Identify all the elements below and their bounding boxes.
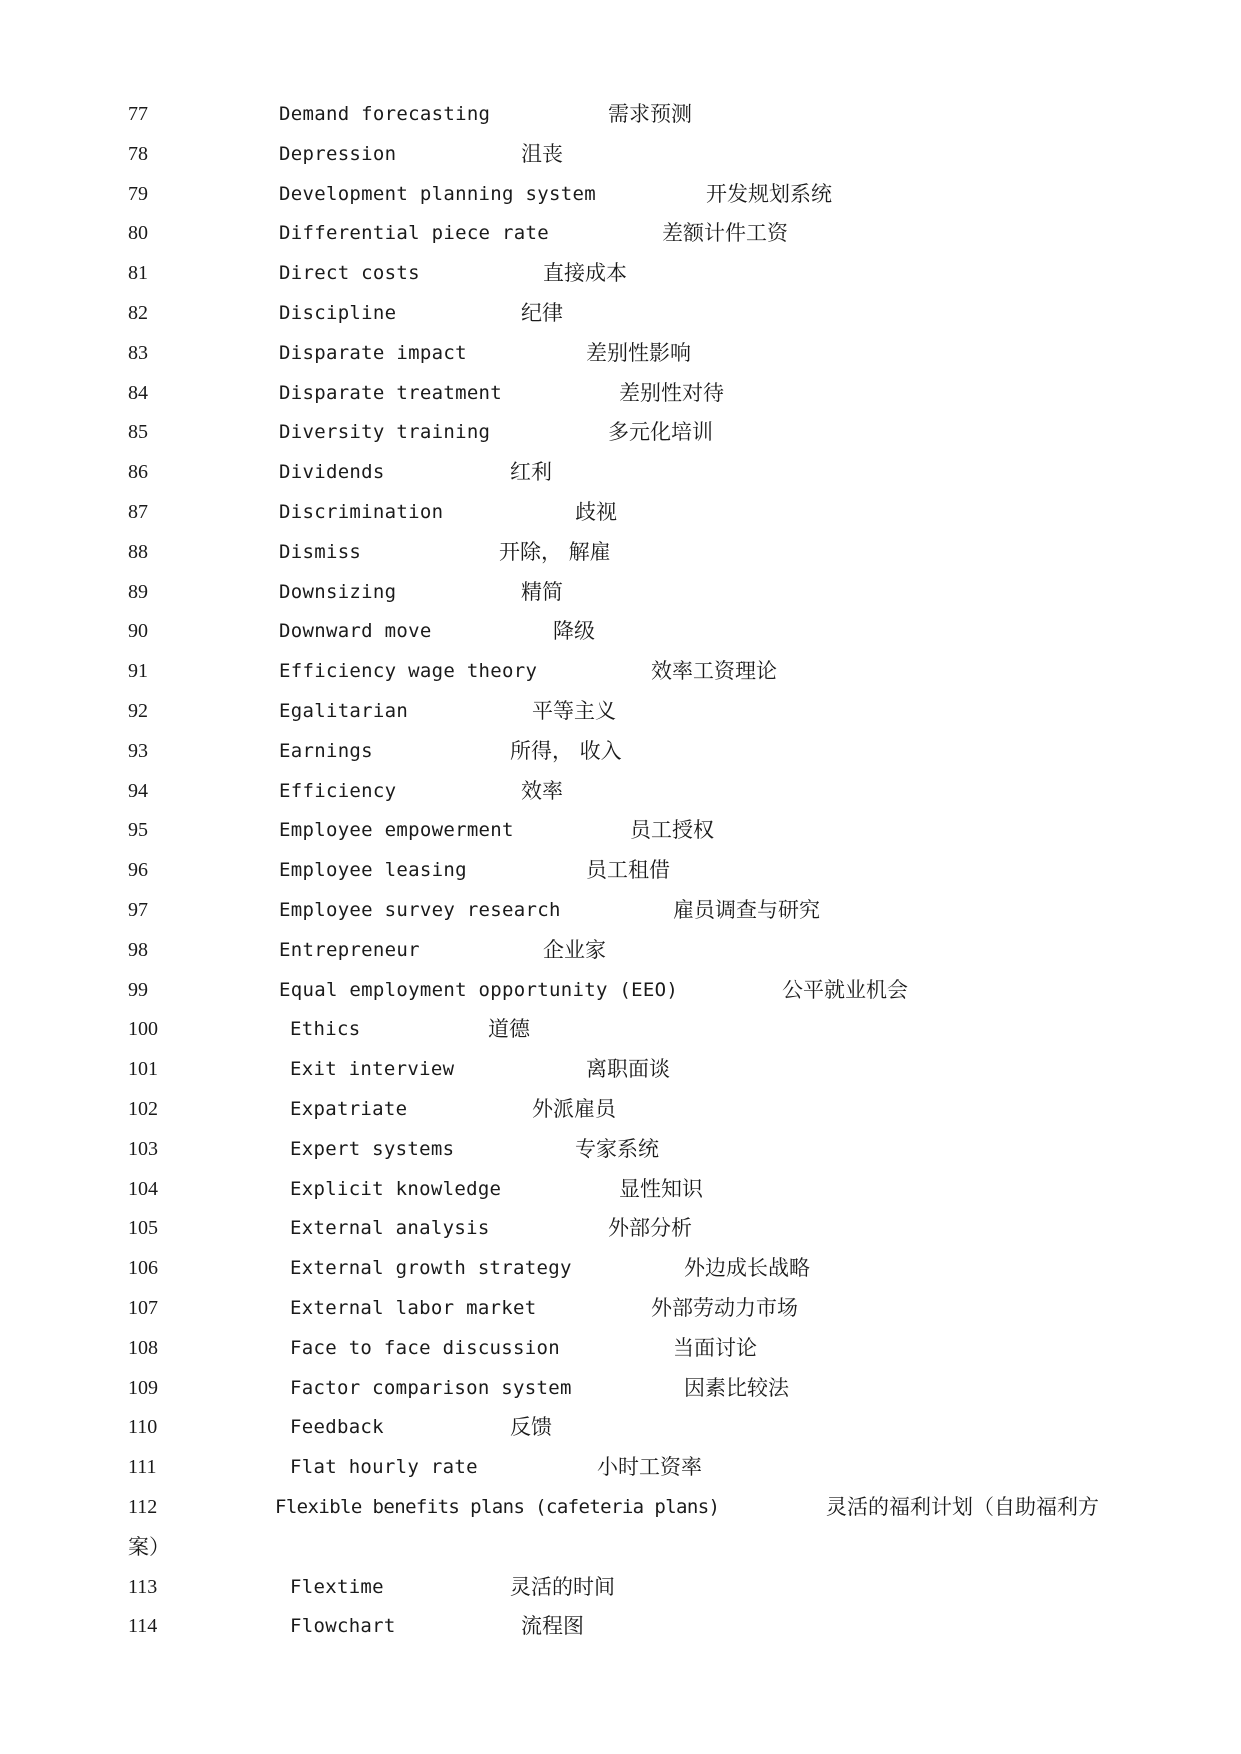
entry-number: 81 [128, 262, 148, 285]
entry-number: 83 [128, 341, 148, 364]
entry-chinese-term: 专家系统 [575, 1136, 659, 1161]
entry-chinese-term: 歧视 [575, 500, 617, 524]
list-item [0, 934, 1241, 966]
entry-number: 88 [128, 540, 148, 563]
entry-english-term: Exit interview [290, 1058, 455, 1081]
entry-chinese-term: 平等主义 [532, 699, 616, 723]
entry-english-term: Development planning system [279, 182, 596, 205]
entry-number: 110 [128, 1416, 158, 1439]
list-item [0, 496, 1241, 528]
entry-english-term: Employee survey research [279, 899, 561, 921]
entry-english-term: Feedback [290, 1416, 384, 1439]
entry-chinese-term: 小时工资率 [597, 1455, 702, 1480]
entry-english-term: Flowchart [290, 1615, 396, 1638]
entry-chinese-term: 员工租借 [586, 858, 670, 883]
entry-chinese-term-continued: 案） [128, 1534, 170, 1559]
entry-number: 93 [128, 739, 148, 762]
entry-english-term: Flextime [290, 1575, 384, 1598]
entry-chinese-term: 外部劳动力市场 [651, 1296, 798, 1320]
entry-chinese-term: 效率工资理论 [651, 659, 777, 684]
entry-chinese-term: 因素比较法 [684, 1375, 789, 1400]
list-item [0, 1252, 1241, 1284]
entry-english-term: Earnings [279, 739, 373, 762]
entry-chinese-term: 红利 [510, 460, 552, 485]
list-item [0, 1372, 1241, 1404]
entry-chinese-term: 灵活的时间 [510, 1574, 615, 1599]
entry-number: 97 [128, 899, 148, 921]
entry-chinese-term: 流程图 [521, 1614, 584, 1639]
entry-number: 82 [128, 302, 148, 324]
entry-chinese-term: 开发规划系统 [706, 181, 832, 206]
entry-chinese-term: 灵活的福利计划（自助福利方 [826, 1495, 1099, 1519]
entry-number: 95 [128, 819, 148, 842]
list-item [0, 456, 1241, 488]
list-item [0, 416, 1241, 448]
list-item [0, 337, 1241, 369]
entry-english-term: Employee leasing [279, 859, 467, 882]
entry-number: 79 [128, 182, 148, 205]
entry-number: 77 [128, 103, 148, 125]
list-item [0, 377, 1241, 409]
entry-number: 92 [128, 700, 148, 722]
list-item [0, 217, 1241, 249]
list-item [0, 814, 1241, 846]
entry-chinese-term: 所得， 收入 [510, 738, 622, 763]
entry-number: 102 [128, 1098, 158, 1120]
entry-number: 91 [128, 660, 148, 683]
entry-chinese-term: 多元化培训 [608, 420, 713, 445]
entry-english-term: Egalitarian [279, 700, 409, 722]
entry-english-term: Diversity training [279, 421, 491, 444]
entry-number: 113 [128, 1575, 158, 1598]
entry-number: 107 [128, 1297, 158, 1319]
entry-chinese-term: 当面讨论 [673, 1335, 757, 1360]
list-item [0, 1053, 1241, 1085]
entry-number: 90 [128, 620, 148, 643]
list-item [0, 1451, 1241, 1483]
entry-number: 84 [128, 381, 148, 404]
entry-english-term: Discrimination [279, 501, 444, 523]
list-item [0, 98, 1241, 130]
entry-number: 89 [128, 580, 148, 603]
list-item [0, 297, 1241, 329]
entry-english-term: Expatriate [290, 1098, 408, 1120]
entry-number: 105 [128, 1217, 158, 1240]
entry-chinese-term: 需求预测 [608, 102, 692, 126]
entry-number: 86 [128, 461, 148, 484]
entry-chinese-term: 开除， 解雇 [499, 539, 611, 564]
entry-chinese-term: 外派雇员 [532, 1097, 616, 1121]
entry-number: 104 [128, 1177, 158, 1200]
entry-number: 108 [128, 1336, 158, 1359]
entry-number: 96 [128, 859, 148, 882]
entry-english-term: Explicit knowledge [290, 1177, 502, 1200]
entry-english-term: Depression [279, 142, 397, 165]
list-item [0, 1411, 1241, 1443]
list-item [0, 138, 1241, 170]
list-item [0, 536, 1241, 568]
entry-english-term: Ethics [290, 1018, 361, 1041]
entry-english-term: Dismiss [279, 540, 362, 563]
entry-english-term: Disparate impact [279, 341, 467, 364]
list-item [0, 257, 1241, 289]
list-item [0, 615, 1241, 647]
entry-english-term: Expert systems [290, 1137, 455, 1160]
entry-chinese-term: 差额计件工资 [662, 221, 788, 246]
entry-english-term: Entrepreneur [279, 938, 420, 961]
entry-english-term: Efficiency [279, 779, 397, 802]
list-item [0, 1610, 1241, 1642]
entry-english-term: External labor market [290, 1297, 537, 1319]
entry-english-term: Factor comparison system [290, 1376, 572, 1399]
list-item [0, 894, 1241, 926]
entry-english-term: Differential piece rate [279, 222, 549, 245]
entry-chinese-term: 离职面谈 [586, 1057, 670, 1082]
entry-english-term: Efficiency wage theory [279, 660, 538, 683]
list-item [0, 576, 1241, 608]
entry-chinese-term: 直接成本 [543, 261, 627, 286]
entry-english-term: Downsizing [279, 580, 397, 603]
entry-number: 101 [128, 1058, 158, 1081]
entry-chinese-term: 外部分析 [608, 1216, 692, 1241]
entry-chinese-term: 纪律 [521, 301, 563, 325]
entry-number: 103 [128, 1137, 158, 1160]
entry-chinese-term: 精简 [521, 579, 563, 604]
list-item [0, 695, 1241, 727]
entry-english-term: External analysis [290, 1217, 490, 1240]
list-item [0, 1133, 1241, 1165]
list-item [0, 974, 1241, 1006]
entry-number: 78 [128, 142, 148, 165]
entry-number: 106 [128, 1257, 158, 1280]
list-item [0, 854, 1241, 886]
entry-number: 114 [128, 1615, 158, 1638]
entry-english-term: Equal employment opportunity (EEO) [279, 978, 679, 1001]
list-item [0, 1173, 1241, 1205]
entry-number: 112 [128, 1496, 158, 1518]
entry-number: 111 [128, 1456, 157, 1479]
entry-english-term: Face to face discussion [290, 1336, 560, 1359]
list-item [0, 1212, 1241, 1244]
list-item [0, 1292, 1241, 1324]
entry-number: 99 [128, 978, 148, 1001]
list-item [0, 775, 1241, 807]
entry-chinese-term: 降级 [553, 619, 595, 644]
entry-chinese-term: 差别性对待 [619, 380, 724, 405]
entry-chinese-term: 公平就业机会 [782, 977, 908, 1002]
list-item [0, 735, 1241, 767]
entry-number: 109 [128, 1376, 158, 1399]
list-item [0, 1491, 1241, 1523]
entry-english-term: Disparate treatment [279, 381, 503, 404]
entry-chinese-term: 企业家 [543, 937, 606, 962]
entry-chinese-term: 效率 [521, 778, 563, 803]
entry-chinese-term: 外边成长战略 [684, 1256, 810, 1281]
list-item [0, 1093, 1241, 1125]
entry-number: 80 [128, 222, 148, 245]
list-item [0, 1013, 1241, 1045]
entry-chinese-term: 沮丧 [521, 141, 563, 166]
entry-english-term: Dividends [279, 461, 385, 484]
entry-english-term: Flexible benefits plans (cafeteria plans) [275, 1496, 720, 1518]
entry-english-term: External growth strategy [290, 1257, 572, 1280]
entry-english-term: Discipline [279, 302, 397, 324]
list-item [0, 655, 1241, 687]
entry-chinese-term: 差别性影响 [586, 340, 691, 365]
entry-chinese-term: 员工授权 [630, 818, 714, 843]
entry-chinese-term: 显性知识 [619, 1176, 703, 1201]
entry-chinese-term: 道德 [488, 1017, 530, 1042]
entry-number: 87 [128, 501, 148, 523]
entry-english-term: Downward move [279, 620, 432, 643]
list-item [0, 1571, 1241, 1603]
entry-chinese-term: 反馈 [510, 1415, 552, 1440]
entry-chinese-term: 雇员调查与研究 [673, 898, 820, 922]
entry-number: 100 [128, 1018, 158, 1041]
entry-number: 98 [128, 938, 148, 961]
list-item [0, 1332, 1241, 1364]
entry-english-term: Direct costs [279, 262, 420, 285]
entry-english-term: Demand forecasting [279, 103, 491, 125]
entry-number: 94 [128, 779, 148, 802]
entry-number: 85 [128, 421, 148, 444]
entry-english-term: Flat hourly rate [290, 1456, 478, 1479]
entry-english-term: Employee empowerment [279, 819, 514, 842]
list-item [0, 178, 1241, 210]
